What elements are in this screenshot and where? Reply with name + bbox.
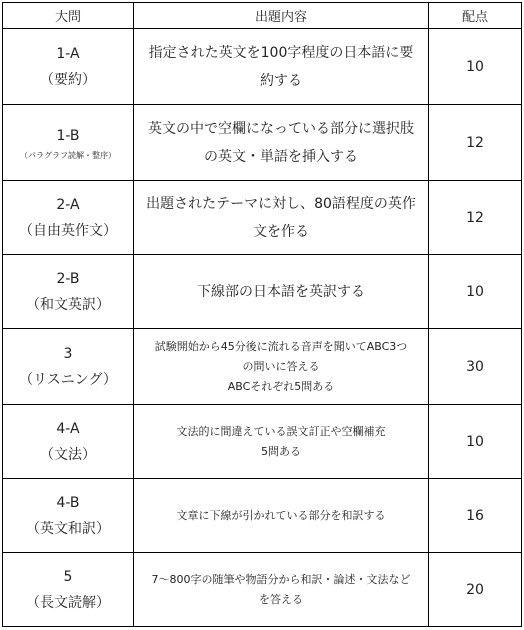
table-row: [3, 553, 522, 627]
content-line: の英文・単語を挿入する: [204, 148, 358, 165]
content-line: 約する: [260, 72, 302, 89]
content-line: 5問ある: [261, 444, 301, 458]
section-cell: [3, 405, 134, 479]
points-cell: 10: [429, 405, 522, 479]
content-line: 下線部の日本語を英訳する: [197, 283, 365, 300]
content-line: 試験開始から45分後に流れる音声を聞いてABC3つ: [154, 339, 408, 353]
points-cell: 30: [429, 329, 522, 405]
section-cell: [3, 105, 134, 181]
content-cell: [134, 553, 429, 627]
content-cell: [134, 329, 429, 405]
section-subtitle: （要約）: [40, 71, 96, 88]
section-number: 4-A: [56, 420, 80, 437]
section-subtitle: （英文和訳）: [26, 520, 110, 537]
header-row: [3, 3, 522, 29]
points-cell: 10: [429, 29, 522, 105]
points-cell: 10: [429, 255, 522, 329]
header-content: 出題内容: [134, 3, 429, 29]
content-cell: [134, 181, 429, 255]
content-line: を答える: [259, 592, 303, 606]
section-cell: [3, 479, 134, 553]
content-line: 出題されたテーマに対し、80語程度の英作: [146, 195, 416, 212]
content-cell: [134, 405, 429, 479]
section-cell: [3, 553, 134, 627]
content-line: 文章に下線が引かれている部分を和訳する: [176, 508, 386, 522]
section-subtitle: （長文読解）: [26, 594, 110, 611]
content-line: 文を作る: [253, 223, 309, 240]
table-row: [3, 479, 522, 553]
section-subtitle: （リスニング）: [19, 371, 117, 388]
content-cell: [134, 255, 429, 329]
section-subtitle: （文法）: [40, 446, 96, 463]
section-subtitle: （パラグラフ読解・整序）: [20, 150, 116, 160]
section-number: 5: [63, 568, 73, 585]
section-number: 4-B: [56, 494, 80, 511]
points-cell: 16: [429, 479, 522, 553]
table-row: [3, 29, 522, 105]
table-row: [3, 405, 522, 479]
table-row: [3, 181, 522, 255]
content-cell: [134, 29, 429, 105]
exam-structure-table: [2, 2, 522, 627]
points-cell: 20: [429, 553, 522, 627]
section-number: 1-A: [56, 45, 80, 62]
section-cell: [3, 255, 134, 329]
table-row: [3, 105, 522, 181]
section-subtitle: （和文英訳）: [26, 296, 110, 313]
points-cell: 12: [429, 105, 522, 181]
section-number: 3: [63, 345, 73, 362]
header-points: 配点: [429, 3, 522, 29]
table-row: [3, 255, 522, 329]
section-number: 2-A: [56, 196, 80, 213]
content-line: 英文の中で空欄になっている部分に選択肢: [148, 120, 414, 137]
content-line: 指定された英文を100字程度の日本語に要: [148, 44, 414, 61]
table-row: [3, 329, 522, 405]
content-line: の問いに答える: [242, 359, 320, 373]
section-subtitle: （自由英作文）: [19, 222, 117, 239]
section-cell: [3, 181, 134, 255]
section-number: 2-B: [56, 270, 80, 287]
content-line: 文法的に間違えている誤文訂正や空欄補充: [176, 424, 386, 438]
points-cell: 12: [429, 181, 522, 255]
content-cell: [134, 105, 429, 181]
section-number: 1-B: [56, 127, 80, 144]
section-cell: [3, 29, 134, 105]
content-cell: [134, 479, 429, 553]
content-line: ABCそれぞれ5問ある: [227, 379, 335, 393]
header-section: 大問: [3, 3, 134, 29]
section-cell: [3, 329, 134, 405]
content-line: 7～800字の随筆や物語分から和訳・論述・文法など: [151, 572, 411, 586]
